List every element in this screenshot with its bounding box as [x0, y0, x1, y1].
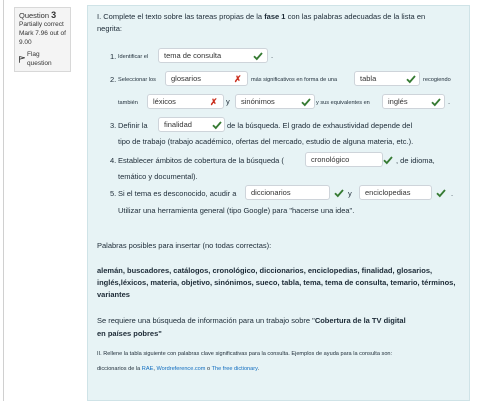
- question-status: Partially correct: [19, 21, 64, 28]
- item-2-text-end: recogiendo: [423, 77, 451, 83]
- answer-field-tema[interactable]: tema de consulta: [158, 48, 268, 63]
- item-4-text: Establecer ámbitos de cobertura de la búsqueda (: [118, 156, 284, 165]
- item-2-conjunction: y: [226, 97, 230, 106]
- answer-field-glosarios[interactable]: glosarios: [165, 71, 248, 86]
- task-topic: Cobertura de la TV digital: [314, 316, 406, 325]
- item-2-line2-mid: y sus equivalentes en: [316, 100, 370, 106]
- item-1-end: .: [271, 51, 274, 60]
- part-2-or: o: [207, 366, 211, 372]
- item-5-text: Si el tema es desconocido, acudir a: [118, 189, 237, 198]
- mark-line-2: 9.00: [19, 39, 32, 46]
- check-icon: [406, 74, 416, 84]
- check-icon: [253, 51, 263, 61]
- item-5-number: 5.: [110, 189, 117, 198]
- check-icon: [383, 155, 393, 165]
- item-3-number: 3.: [110, 121, 117, 130]
- answer-field-lexicos[interactable]: léxicos: [147, 94, 224, 109]
- check-icon: [436, 188, 446, 198]
- question-number-value: 3: [51, 10, 57, 20]
- item-4-line-2: temático y documental).: [118, 172, 198, 181]
- page-border: [3, 0, 4, 401]
- item-2-end: .: [448, 97, 451, 106]
- part-2-end: .: [257, 366, 260, 372]
- question-number: [19, 11, 66, 20]
- check-icon: [301, 97, 311, 107]
- answer-field-enciclopedias[interactable]: enciclopedias: [359, 185, 432, 200]
- task-quote: ": [158, 329, 162, 338]
- answer-field-finalidad[interactable]: finalidad: [158, 117, 225, 132]
- link-free-dictionary[interactable]: The free dictionary: [211, 366, 258, 372]
- task-line-1: [97, 316, 406, 325]
- part-2-text: diccionarios de la: [97, 366, 141, 372]
- part-2-line-1: II. Rellene la tabla siguiente con palabras clave significativas para la consulta. Ejemplos de ayuda para la consulta son:: [97, 351, 393, 357]
- flag-question-link[interactable]: [19, 50, 66, 68]
- item-1-number: 1.: [110, 52, 117, 61]
- task-line-2: [97, 329, 162, 338]
- link-rae[interactable]: RAE: [141, 366, 154, 372]
- item-4-number: 4.: [110, 156, 117, 165]
- cross-icon: ✗: [234, 74, 242, 84]
- task-text: Se requiere una búsqueda de información para un trabajo sobre ": [97, 316, 315, 325]
- item-3-text-end: de la búsqueda. El grado de exhaustividad depende del: [227, 121, 413, 130]
- question-content: [87, 5, 470, 401]
- item-5-conjunction: y: [348, 189, 352, 198]
- link-wordreference[interactable]: Wordreference.com: [156, 366, 206, 372]
- check-icon: [212, 120, 222, 130]
- answer-field-cronologico[interactable]: cronológico: [305, 152, 383, 167]
- part-2-separator: ,: [153, 366, 155, 372]
- intro-bold: fase 1: [264, 12, 286, 21]
- item-2-line2-text: también: [118, 100, 138, 106]
- check-icon: [431, 97, 441, 107]
- check-icon: [334, 188, 344, 198]
- item-2-number: 2.: [110, 75, 117, 84]
- item-4-text-end: , de idioma,: [396, 156, 435, 165]
- part-2-line-2: [97, 366, 259, 372]
- intro-line-2: negrita:: [97, 24, 123, 33]
- answer-field-diccionarios[interactable]: diccionarios: [245, 185, 330, 200]
- question-mark: [19, 29, 66, 47]
- intro-text-end: con las palabras adecuadas de la lista en: [287, 12, 426, 21]
- question-label: Question: [19, 11, 50, 20]
- answer-field-ingles[interactable]: inglés: [382, 94, 445, 109]
- item-3-line-2: tipo de trabajo (trabajo académico, ofertas del mercado, estudio de alguna materia, etc.).: [118, 137, 414, 146]
- answer-field-tabla[interactable]: tabla: [354, 71, 420, 86]
- intro-line-1: [97, 12, 425, 21]
- item-5-line-2: Utilizar una herramienta general (tipo Google) para "hacerse una idea".: [118, 206, 355, 215]
- item-1-text: Identificar el: [118, 54, 149, 60]
- task-topic-end: en países pobres: [97, 329, 159, 338]
- flag-question-label: Flag question: [27, 51, 52, 67]
- mark-line-1: Mark 7.96 out of: [19, 30, 66, 37]
- item-3-text: Definir la: [118, 121, 148, 130]
- answer-field-sinonimos[interactable]: sinónimos: [235, 94, 315, 109]
- intro-text: I. Complete el texto sobre las tareas propias de la: [97, 12, 263, 21]
- item-2-text-mid: más significativos en forma de una: [251, 77, 338, 83]
- question-info-panel: [14, 7, 71, 72]
- flag-icon: [19, 56, 25, 63]
- cross-icon: ✗: [210, 97, 218, 107]
- word-list-heading: Palabras posibles para insertar (no todas correctas):: [97, 241, 272, 250]
- item-5-end: .: [451, 189, 454, 198]
- word-list: alemán, buscadores, catálogos, cronológico, diccionarios, enciclopedias, finalidad, glosarios, inglés,léxicos, materia, objetivo, sinónimos, sueco, tabla, tema, tema de consulta, temario, términos, variantes: [97, 266, 456, 299]
- item-2-text: Seleccionar los: [118, 77, 156, 83]
